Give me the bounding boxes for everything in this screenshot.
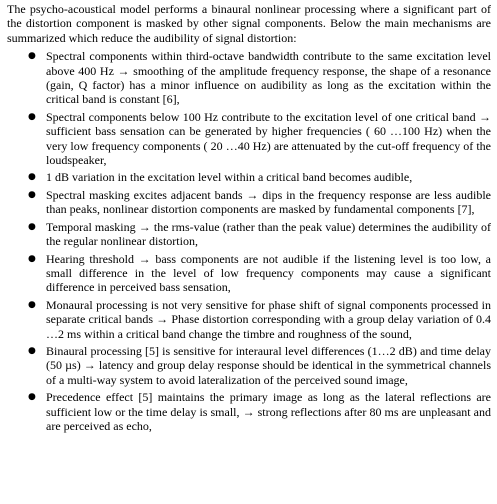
list-item [7,220,491,249]
list-item [7,188,491,217]
list-item [7,390,491,433]
list-item-text: Binaural processing [5] is sensitive for interaural level differences (1…2 dB) and time delay (50 µs) → latency and group delay response should be identical in the symmetrical channels of a multi-way system to avoid lateralization of the perceived sound image, [46,343,491,387]
list-item-text: Monaural processing is not very sensitive for phase shift of signal components processed in separate critical bands → Phase distortion corresponding with a group delay variation of 0.4 …2 ms within a critical band change the timbre and roughness of the sound, [46,297,491,341]
list-item-text: Precedence effect [5] maintains the primary image as long as the lateral reflections are sufficient low or the time delay is small, → strong reflections after 80 ms are unpleasant and are perceived as echo, [46,390,491,433]
list-item-text: Spectral components within third-octave bandwidth contribute to the same excitation level above 400 Hz → smoothing of the amplitude frequency response, the shape of a resonance (gain, Q factor) has a minor influence on audibility as long as the excitation within the critical band is constant [6], [46,49,491,107]
list-item [7,110,491,168]
bullet-icon: ● [28,253,36,264]
list-item [7,252,491,295]
bullet-icon: ● [28,392,36,403]
bullet-icon: ● [28,111,36,122]
list-item-text: Temporal masking → the rms-value (rather than the peak value) determines the audibility of the regular nonlinear distortion, [46,219,491,249]
list-item-text: 1 dB variation in the excitation level within a critical band becomes audible, [46,170,413,185]
list-item-text: Spectral masking excites adjacent bands → dips in the frequency response are less audible than peaks, nonlinear distortion components are masked by fundamental components [7], [46,187,491,217]
list-item [7,344,491,387]
bullet-icon: ● [28,221,36,232]
list-item [7,298,491,341]
list-item-text: Spectral components below 100 Hz contribute to the excitation level of one critical band → sufficient bass sensation can be generated by higher frequencies ( 60 …100 Hz) when the very low frequency components ( 20 …40 Hz) are attenuated by the cut-off frequency of the loudspeaker, [46,109,491,168]
bullet-icon: ● [28,51,36,62]
list-item-text: Hearing threshold → bass components are not audible if the listening level is too low, a small difference in the level of low frequency components may cause a significant difference in perceived bass sensation, [46,251,491,295]
intro-paragraph: The psycho-acoustical model performs a binaural nonlinear processing where a significant part of the distortion component is masked by other signal components. Below the main mechanisms are summarized which reduce the audibility of signal distortion: [7,2,491,45]
bullet-icon: ● [28,172,36,183]
mechanism-list [7,49,491,433]
bullet-icon: ● [28,189,36,200]
bullet-icon: ● [28,299,36,310]
list-item [7,170,491,184]
bullet-icon: ● [28,345,36,356]
list-item [7,49,491,107]
